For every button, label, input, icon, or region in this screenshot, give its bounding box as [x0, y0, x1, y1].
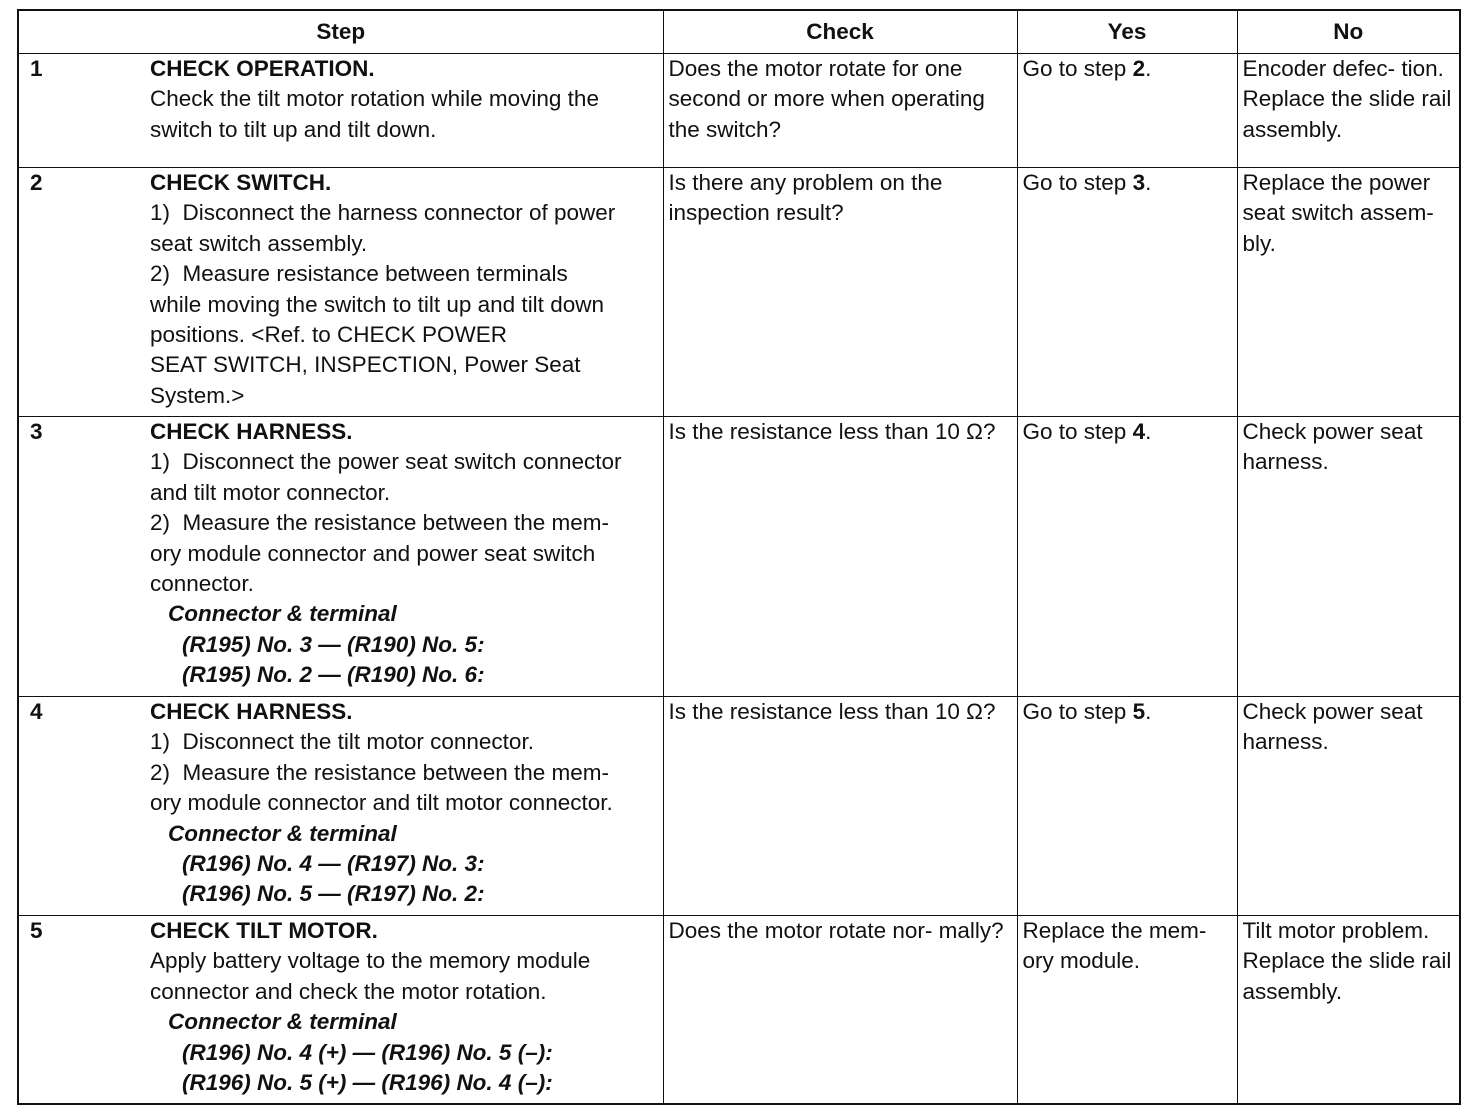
- header-step: Step: [18, 10, 663, 54]
- substep-text: Disconnect the tilt motor connector.: [182, 729, 534, 755]
- table-row: [18, 916, 1460, 1104]
- connector-line: (R195) No. 3 — (R190) No. 5:: [182, 631, 485, 657]
- substep: [150, 727, 652, 757]
- substep-number: 2): [150, 261, 171, 287]
- step-number: 2: [30, 170, 43, 195]
- step-cell: [18, 168, 663, 417]
- no-cell: Check power seat harness.: [1237, 417, 1460, 697]
- substep-text: Measure the resistance between the mem-: [182, 510, 609, 536]
- step-text: switch to tilt up and tilt down.: [150, 116, 437, 142]
- connector-line: (R195) No. 2 — (R190) No. 6:: [182, 662, 485, 688]
- yes-step-ref: 3: [1132, 170, 1146, 195]
- yes-step-ref: 4: [1132, 419, 1146, 444]
- substep-text: ory module connector and tilt motor connector.: [150, 790, 613, 816]
- yes-cell: [1017, 697, 1237, 916]
- step-title: CHECK HARNESS.: [150, 419, 353, 444]
- substep-text: Measure resistance between terminals: [182, 261, 568, 287]
- connector-line: (R196) No. 4 (+) — (R196) No. 5 (–):: [182, 1039, 553, 1065]
- yes-text: Go to step: [1022, 699, 1133, 724]
- step-cell: [18, 916, 663, 1104]
- no-cell: Tilt motor problem. Replace the slide rail assembly.: [1237, 916, 1460, 1104]
- substep-text: ory module connector and power seat switch: [150, 540, 596, 566]
- yes-step-ref: 2: [1132, 56, 1146, 81]
- step-title: CHECK SWITCH.: [150, 170, 332, 195]
- step-title: CHECK OPERATION.: [150, 56, 375, 81]
- yes-suffix: .: [1145, 419, 1152, 444]
- step-text: connector and check the motor rotation.: [150, 978, 547, 1004]
- yes-cell: [1017, 417, 1237, 697]
- substep-text: positions. <Ref. to CHECK POWER: [150, 322, 507, 348]
- yes-suffix: .: [1145, 56, 1152, 81]
- substep-number: 1): [150, 200, 171, 226]
- substep-text: System.>: [150, 382, 245, 408]
- yes-text: Go to step: [1022, 56, 1133, 81]
- step-cell: [18, 697, 663, 916]
- substep-text: Disconnect the harness connector of power: [182, 200, 616, 226]
- substep-text: and tilt motor connector.: [150, 479, 391, 505]
- yes-suffix: .: [1145, 170, 1152, 195]
- step-number: 4: [30, 699, 43, 724]
- table-row: [18, 697, 1460, 916]
- step-title: CHECK HARNESS.: [150, 699, 353, 724]
- substep-text: connector.: [150, 571, 254, 597]
- header-no: No: [1237, 10, 1460, 54]
- check-cell: Does the motor rotate nor- mally?: [663, 916, 1017, 1104]
- substep-number: 2): [150, 759, 171, 785]
- step-number: 5: [30, 918, 43, 943]
- connector-title: Connector & terminal: [168, 820, 397, 846]
- step-title: CHECK TILT MOTOR.: [150, 918, 378, 943]
- connector-title: Connector & terminal: [168, 601, 397, 627]
- yes-text: Go to step: [1022, 419, 1133, 444]
- substep: [150, 758, 652, 788]
- step-number: 1: [30, 56, 43, 81]
- substep-text: while moving the switch to tilt up and tilt down: [150, 291, 604, 317]
- check-cell: Is the resistance less than 10 Ω?: [663, 697, 1017, 916]
- check-cell: Is the resistance less than 10 Ω?: [663, 417, 1017, 697]
- substep-text: Measure the resistance between the mem-: [182, 759, 609, 785]
- substep-number: 1): [150, 449, 171, 475]
- check-cell: Does the motor rotate for one second or more when operating the switch?: [663, 54, 1017, 168]
- connector-line: (R196) No. 4 — (R197) No. 3:: [182, 851, 485, 877]
- no-cell: Encoder defec- tion. Replace the slide rail assembly.: [1237, 54, 1460, 168]
- header-yes: Yes: [1017, 10, 1237, 54]
- connector-title: Connector & terminal: [168, 1009, 397, 1035]
- header-row: [18, 10, 1460, 54]
- substep-text: seat switch assembly.: [150, 230, 368, 256]
- step-text: Check the tilt motor rotation while moving the: [150, 86, 599, 112]
- no-cell: Check power seat harness.: [1237, 697, 1460, 916]
- step-cell: [18, 54, 663, 168]
- substep-number: 2): [150, 510, 171, 536]
- substep-text: Disconnect the power seat switch connector: [182, 449, 622, 475]
- yes-text: Go to step: [1022, 170, 1133, 195]
- no-cell: Replace the power seat switch assem- bly.: [1237, 168, 1460, 417]
- step-text: Apply battery voltage to the memory module: [150, 948, 591, 974]
- substep: [150, 508, 652, 538]
- step-cell: [18, 417, 663, 697]
- substep: [150, 447, 652, 477]
- substep-number: 1): [150, 729, 171, 755]
- substep: [150, 198, 652, 228]
- yes-cell: [1017, 54, 1237, 168]
- substep: [150, 259, 652, 289]
- substep-text: SEAT SWITCH, INSPECTION, Power Seat: [150, 352, 581, 378]
- step-number: 3: [30, 419, 43, 444]
- yes-step-ref: 5: [1132, 699, 1146, 724]
- troubleshooting-table: [17, 9, 1461, 1105]
- table-row: [18, 54, 1460, 168]
- yes-suffix: .: [1145, 699, 1152, 724]
- yes-cell: [1017, 168, 1237, 417]
- header-check: Check: [663, 10, 1017, 54]
- connector-line: (R196) No. 5 (+) — (R196) No. 4 (–):: [182, 1070, 553, 1096]
- yes-cell: Replace the mem- ory module.: [1017, 916, 1237, 1104]
- table-row: [18, 168, 1460, 417]
- check-cell: Is there any problem on the inspection result?: [663, 168, 1017, 417]
- table-row: [18, 417, 1460, 697]
- connector-line: (R196) No. 5 — (R197) No. 2:: [182, 881, 485, 907]
